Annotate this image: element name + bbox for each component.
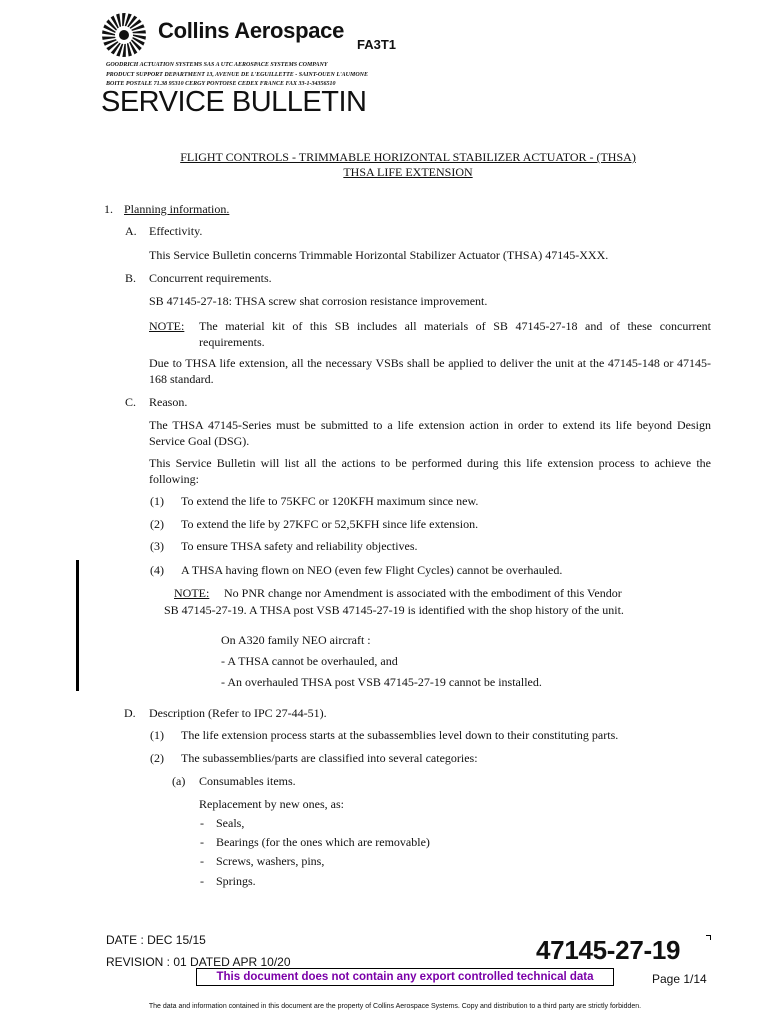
export-notice: This document does not contain any export controlled technical data (216, 971, 594, 983)
collins-sunburst-logo-icon (100, 10, 152, 58)
bullet-dash: - (200, 816, 204, 830)
note-text: No PNR change nor Amendment is associated with the embodiment of this Vendor (224, 586, 622, 600)
list-item-number: (3) (150, 539, 164, 553)
paragraph: Due to THSA life extension, all the necessary VSBs shall be applied to deliver the unit at the 47145-148 or 47145-168 standard. (149, 356, 711, 386)
list-item-text: A THSA having flown on NEO (even few Flight Cycles) cannot be overhauled. (181, 563, 563, 577)
bullet-dash: - (200, 835, 204, 849)
bullet-dash: - (200, 854, 204, 868)
note-label: NOTE: (174, 586, 210, 600)
address-line: BOITE POSTALE 71.38 95310 CERGY PONTOISE CEDEX FRANCE FAX 33-1-34356510 (106, 81, 336, 87)
paragraph: This Service Bulletin will list all the actions to be performed during this life extension process to achieve the following: (149, 456, 711, 486)
section-number: 1. (104, 202, 113, 216)
subject-line-1: FLIGHT CONTROLS - TRIMMABLE HORIZONTAL STABILIZER ACTUATOR - (THSA) (180, 150, 636, 164)
bullet-dash: - (200, 874, 204, 888)
section-title: Planning information. (124, 202, 230, 216)
doc-type-title: SERVICE BULLETIN (101, 86, 367, 118)
subsection-letter: C. (125, 395, 137, 409)
list-item-number: (2) (150, 517, 164, 531)
footer-disclaimer: The data and information contained in this document are the property of Collins Aerospace Systems. Copy and distribution to a third party are strictly forbidden. (148, 1003, 642, 1010)
subject-line-2: THSA LIFE EXTENSION (343, 165, 473, 179)
list-item-text: To extend the life to 75KFC or 120KFH maximum since new. (181, 494, 479, 508)
subsection-title: Effectivity. (149, 224, 203, 238)
paragraph: The THSA 47145-Series must be submitted to a life extension action in order to extend its life beyond Design Service Goal (DSG). (149, 418, 711, 448)
company-logo (100, 10, 152, 58)
revision-change-bar (76, 560, 79, 691)
sub-item-title: Consumables items. (199, 774, 296, 788)
address-line: GOODRICH ACTUATION SYSTEMS SAS A UTC AEROSPACE SYSTEMS COMPANY (106, 62, 328, 68)
company-name: Collins Aerospace (158, 18, 345, 43)
doc-code: FA3T1 (357, 37, 397, 52)
neo-text-line: On A320 family NEO aircraft : (221, 633, 371, 647)
subsection-letter: A. (125, 224, 137, 238)
export-notice-box (196, 968, 614, 986)
subsection-title: Concurrent requirements. (149, 271, 272, 285)
list-item-text: To extend the life by 27KFC or 52,5KFH since life extension. (181, 517, 479, 531)
subsection-letter: D. (124, 706, 136, 720)
list-item-number: (1) (150, 728, 164, 742)
neo-text-line: - A THSA cannot be overhauled, and (221, 654, 398, 668)
paragraph: SB 47145-27-18: THSA screw shat corrosion resistance improvement. (149, 294, 488, 308)
note-label: NOTE: (149, 319, 185, 333)
list-item-number: (4) (150, 563, 164, 577)
corner-mark (706, 935, 711, 940)
list-item-text: The life extension process starts at the subassemblies level down to their constituting parts. (181, 728, 619, 742)
bullet-text: Screws, washers, pins, (216, 854, 325, 868)
subsection-title: Reason. (149, 395, 188, 409)
page-number: Page 1/14 (652, 972, 707, 986)
subsection-title: Description (Refer to IPC 27-44-51). (149, 706, 327, 720)
list-item-text: To ensure THSA safety and reliability objectives. (181, 539, 418, 553)
note-text: The material kit of this SB includes all materials of SB 47145-27-18 and of these concurrent requirements. (199, 319, 711, 349)
bullet-text: Seals, (216, 816, 245, 830)
paragraph: This Service Bulletin concerns Trimmable Horizontal Stabilizer Actuator (THSA) 47145-XXX. (149, 248, 609, 262)
subsection-letter: B. (125, 271, 137, 285)
list-item-text: The subassemblies/parts are classified into several categories: (181, 751, 478, 765)
bullet-text: Springs. (216, 874, 256, 888)
address-line: PRODUCT SUPPORT DEPARTMENT 13, AVENUE DE L'EGUILLETTE - SAINT-OUEN L'AUMONE (106, 71, 369, 78)
sub-item-number: (a) (172, 774, 186, 788)
list-item-number: (1) (150, 494, 164, 508)
issue-date: DATE : DEC 15/15 (106, 933, 206, 947)
bullet-text: Bearings (for the ones which are removable) (216, 835, 430, 849)
neo-text-line: - An overhauled THSA post VSB 47145-27-19 cannot be installed. (221, 675, 542, 689)
document-number: 47145-27-19 (536, 935, 681, 965)
revision-info: REVISION : 01 DATED APR 10/20 (106, 955, 291, 969)
note-text: SB 47145-27-19. A THSA post VSB 47145-27-19 is identified with the shop history of the unit. (164, 603, 624, 617)
paragraph: Replacement by new ones, as: (199, 797, 344, 811)
list-item-number: (2) (150, 751, 164, 765)
